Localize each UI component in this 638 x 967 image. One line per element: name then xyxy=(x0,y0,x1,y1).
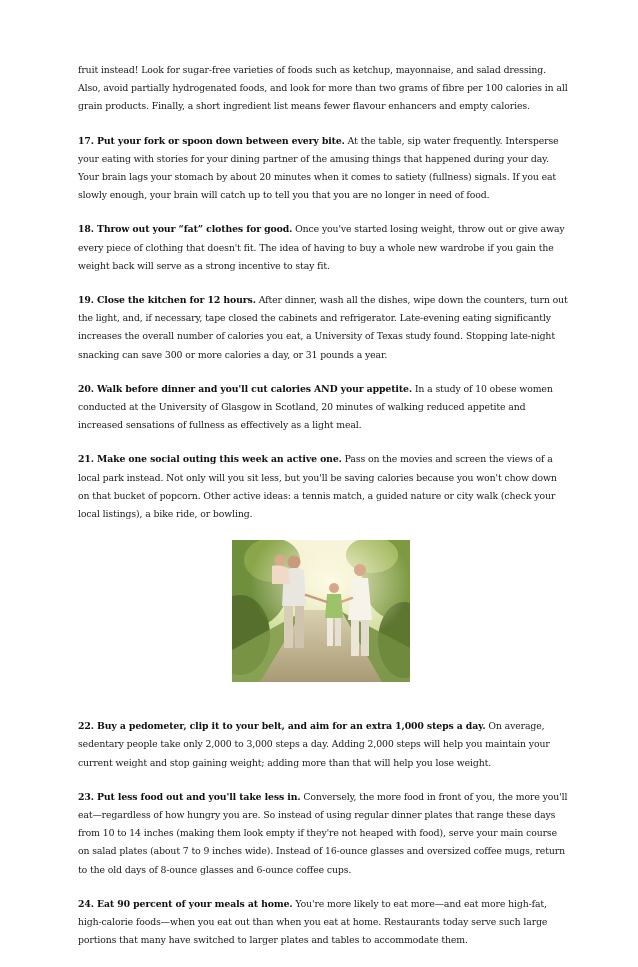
tip-18 xyxy=(78,221,570,276)
tip-24 xyxy=(78,896,570,951)
tip-23 xyxy=(78,789,570,880)
tip-17-body: At the table, sip water frequently. Intersperse your eating with stories for your dining partner of the amusing things that happened during your day. Your brain lags your stomach by about 20 minutes when it comes to satiety (fullness) signals. If you eat slowly enough, your brain will catch up to tell you that you are no longer in need of food. xyxy=(78,135,559,202)
tip-21-body: Pass on the movies and screen the views of a local park instead. Not only will you sit less, but you'll be saving calories because you won't chow down on that bucket of popcorn. Other active ideas: a tennis match, a guided nature or city walk (check your local listings), a bike ride, or bowling. xyxy=(78,454,557,521)
tip-23-title: 23. Put less food out and you'll take less in. xyxy=(78,791,301,803)
tip-18-title: 18. Throw out your “fat” clothes for good. xyxy=(78,224,293,236)
tip-23-body: Conversely, the more food in front of you, the more you'll eat—regardless of how hungry you are. So instead of using regular dinner plates that range these days from 10 to 14 inches (making them look empty if they're not heaped with food), serve your main course on salad plates (about 7 to 9 inches wide). Instead of 16-ounce glasses and oversized coffee mugs, return to the old days of 8-ounce glasses and 6-ounce coffee cups. xyxy=(78,791,568,876)
tip-22-body: On average, sedentary people take only 2,000 to 3,000 steps a day. Adding 2,000 steps will help you maintain your current weight and stop gaining weight; adding more than that will help you lose weight. xyxy=(78,721,550,769)
intro-paragraph: fruit instead! Look for sugar-free varieties of foods such as ketchup, mayonnaise, and salad dressing. Also, avoid partially hydrogenated foods, and look for more than two grams of fibre per 100 calories in all grain products. Finally, a short ingredient list means fewer flavour enhancers and empty calories. xyxy=(78,65,568,113)
document-page xyxy=(78,62,570,967)
tip-20-body: In a study of 10 obese women conducted at the University of Glasgow in Scotland, 20 minutes of walking reduced appetite and increased sensations of fullness as effectively as a light meal. xyxy=(78,383,553,432)
tip-20 xyxy=(78,381,570,436)
tip-17-title: 17. Put your fork or spoon down between every bite. xyxy=(78,135,345,147)
family-walking-photo xyxy=(232,540,410,682)
tip-18-body: Once you've started losing weight, throw out or give away every piece of clothing that doesn't fit. The idea of having to buy a whole new wardrobe if you gain the weight back will serve as a strong incentive to stay fit. xyxy=(78,224,565,272)
tip-22 xyxy=(78,718,570,773)
tip-19 xyxy=(78,292,570,365)
tip-24-body: You're more likely to eat more—and eat more high-fat, high-calorie foods—when you eat out than when you eat at home. Restaurants today serve such large portions that many have switched to larger plates and tables to accommodate them. xyxy=(78,898,548,947)
tip-21-title: 21. Make one social outing this week an active one. xyxy=(78,454,342,466)
tip-20-title: 20. Walk before dinner and you'll cut calories AND your appetite. xyxy=(78,383,412,395)
tip-24-title: 24. Eat 90 percent of your meals at home. xyxy=(78,898,293,910)
tip-17 xyxy=(78,133,570,206)
tip-19-title: 19. Close the kitchen for 12 hours. xyxy=(78,295,256,307)
tip-19-body: After dinner, wash all the dishes, wipe down the counters, turn out the light, and, if necessary, tape closed the cabinets and refrigerator. Late-evening eating significantly increases the overall number of calories you eat, a University of Texas study found. Stopping late-night snacking can save 300 or more calories a day, or 31 pounds a year. xyxy=(78,295,568,361)
tip-22-title: 22. Buy a pedometer, clip it to your belt, and aim for an extra 1,000 steps a day. xyxy=(78,721,486,733)
tip-21 xyxy=(78,451,570,524)
